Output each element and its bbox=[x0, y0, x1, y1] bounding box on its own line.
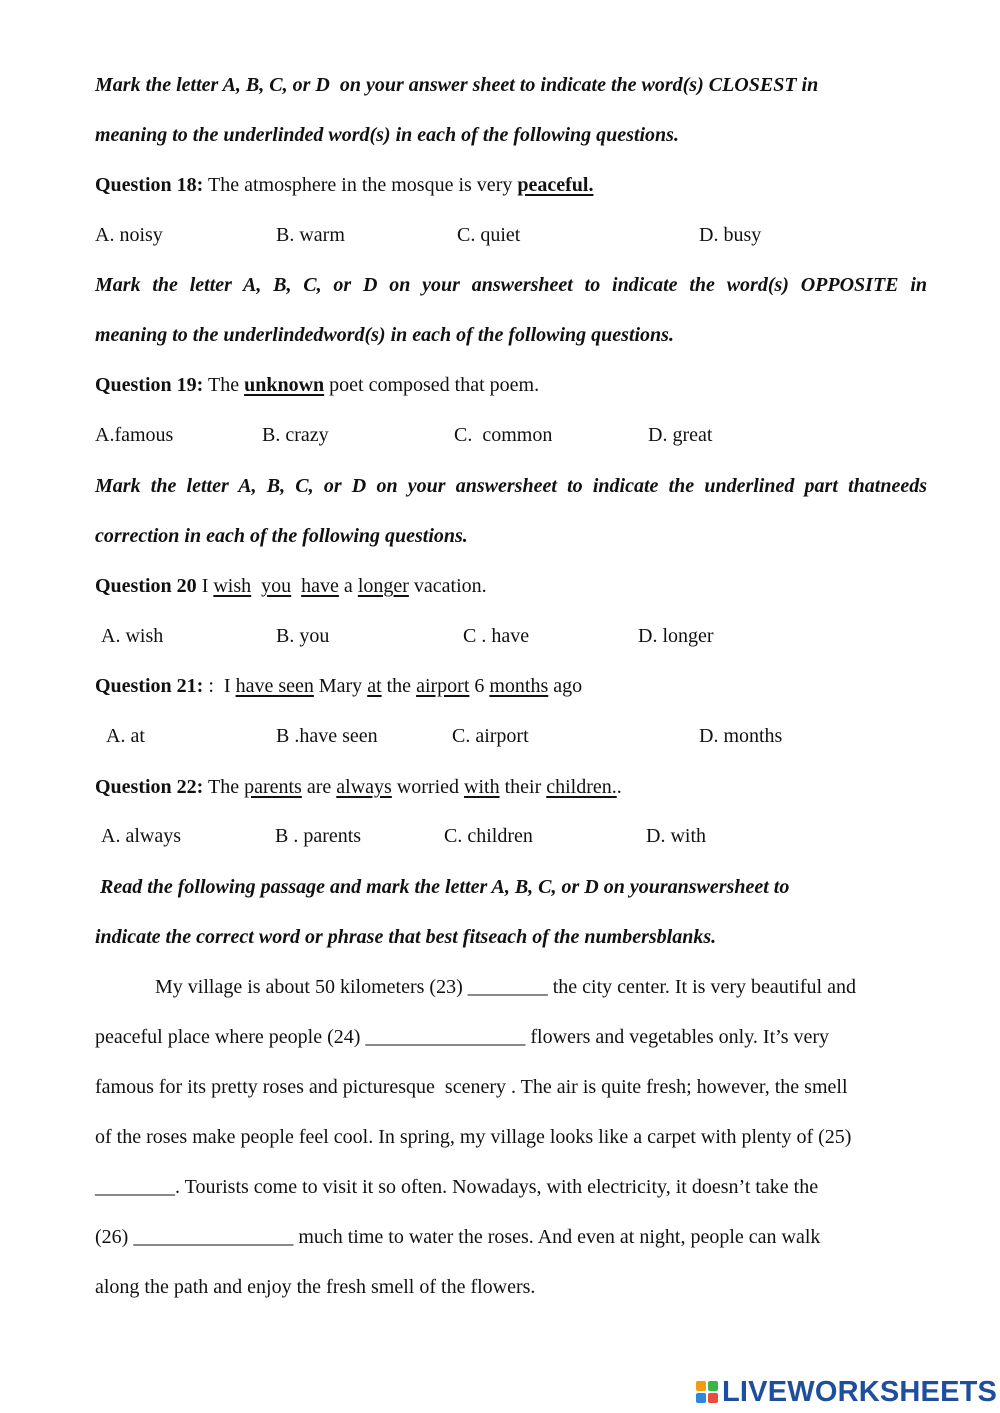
question-18 bbox=[95, 172, 593, 198]
underlined-part: children. bbox=[546, 776, 617, 798]
instruction-error-line1: Mark the letter A, B, C, or D on your answersheet to indicate the underlined part thatneeds bbox=[95, 475, 927, 497]
underlined-part: have seen bbox=[235, 675, 314, 697]
underlined-part: have bbox=[301, 575, 339, 597]
liveworksheets-logo[interactable] bbox=[696, 1378, 997, 1406]
question-label: Question 21: bbox=[95, 675, 204, 697]
question-21 bbox=[95, 673, 582, 699]
question-text: vacation. bbox=[408, 575, 487, 597]
question-text: the bbox=[381, 675, 417, 697]
question-text: The bbox=[203, 374, 245, 396]
underlined-part: wish bbox=[213, 575, 252, 597]
question-text: are bbox=[301, 776, 337, 798]
question-label: Question 20 bbox=[95, 575, 197, 597]
q19-option-d[interactable]: D. great bbox=[648, 424, 713, 446]
underlined-part: months bbox=[489, 675, 549, 697]
question-label: Question 19: bbox=[95, 374, 204, 396]
question-text bbox=[291, 575, 301, 597]
q18-option-b[interactable]: B. warm bbox=[276, 224, 345, 246]
question-label: Question 18: bbox=[95, 174, 204, 196]
instruction-reading-line2: indicate the correct word or phrase that best fitseach of the numbersblanks. bbox=[95, 926, 717, 948]
q21-option-a[interactable]: A. at bbox=[106, 725, 145, 747]
q22-option-b[interactable]: B . parents bbox=[275, 825, 362, 847]
passage-line-7: along the path and enjoy the fresh smell of the flowers. bbox=[95, 1276, 536, 1298]
underlined-part: airport bbox=[416, 675, 470, 697]
question-text bbox=[251, 575, 261, 597]
question-text: their bbox=[499, 776, 547, 798]
q19-option-b[interactable]: B. crazy bbox=[262, 424, 329, 446]
question-text: The atmosphere in the mosque is very bbox=[203, 174, 518, 196]
underlined-part: you bbox=[261, 575, 292, 597]
question-text: ago bbox=[548, 675, 583, 697]
q21-option-c[interactable]: C. airport bbox=[452, 725, 529, 747]
question-text: . bbox=[616, 776, 622, 798]
q20-option-c[interactable]: C . have bbox=[463, 625, 530, 647]
instruction-antonym-line1: Mark the letter A, B, C, or D on your answersheet to indicate the word(s) OPPOSITE in bbox=[95, 274, 927, 296]
question-text: poet composed that poem. bbox=[324, 374, 540, 396]
underlined-part: always bbox=[336, 776, 392, 798]
underlined-part: longer bbox=[357, 575, 409, 597]
instruction-error-line2: correction in each of the following questions. bbox=[95, 525, 468, 547]
logo-text: LIVEWORKSHEETS bbox=[722, 1376, 998, 1408]
q18-option-d[interactable]: D. busy bbox=[699, 224, 762, 246]
underlined-word: unknown bbox=[244, 374, 325, 396]
instruction-synonym-line1: Mark the letter A, B, C, or D on your answer sheet to indicate the word(s) CLOSEST in bbox=[95, 74, 819, 96]
q22-option-a[interactable]: A. always bbox=[101, 825, 181, 847]
q22-option-d[interactable]: D. with bbox=[646, 825, 706, 847]
passage-line-4: of the roses make people feel cool. In spring, my village looks like a carpet with plenty of (25) bbox=[95, 1126, 852, 1148]
passage-line-1: My village is about 50 kilometers (23) ________ the city center. It is very beautiful and bbox=[155, 976, 856, 998]
question-text: Mary bbox=[313, 675, 368, 697]
liveworksheets-logo-icon bbox=[696, 1379, 720, 1405]
q19-option-a[interactable]: A.famous bbox=[95, 424, 174, 446]
instruction-antonym-line2: meaning to the underlindedword(s) in each of the following questions. bbox=[95, 324, 674, 346]
q20-option-d[interactable]: D. longer bbox=[638, 625, 714, 647]
passage-line-5: ________. Tourists come to visit it so often. Nowadays, with electricity, it doesn’t take the bbox=[95, 1176, 819, 1198]
instruction-reading-line1: Read the following passage and mark the letter A, B, C, or D on youranswersheet to bbox=[95, 876, 790, 898]
question-20 bbox=[95, 573, 487, 599]
q18-option-a[interactable]: A. noisy bbox=[95, 224, 163, 246]
question-text: worried bbox=[391, 776, 465, 798]
q18-option-c[interactable]: C. quiet bbox=[457, 224, 521, 246]
question-label: Question 22: bbox=[95, 776, 204, 798]
passage-line-6: (26) ________________ much time to water the roses. And even at night, people can walk bbox=[95, 1226, 821, 1248]
q21-option-d[interactable]: D. months bbox=[699, 725, 783, 747]
q22-option-c[interactable]: C. children bbox=[444, 825, 533, 847]
instruction-synonym-line2: meaning to the underlinded word(s) in each of the following questions. bbox=[95, 124, 679, 146]
q21-option-b[interactable]: B .have seen bbox=[276, 725, 378, 747]
question-19 bbox=[95, 372, 539, 398]
question-text: I bbox=[196, 575, 214, 597]
underlined-part: parents bbox=[244, 776, 302, 798]
question-text: a bbox=[338, 575, 358, 597]
question-text: : I bbox=[203, 675, 236, 697]
q19-option-c[interactable]: C. common bbox=[454, 424, 553, 446]
q20-option-b[interactable]: B. you bbox=[276, 625, 330, 647]
question-text: 6 bbox=[469, 675, 490, 697]
passage-line-2: peaceful place where people (24) ________________ flowers and vegetables only. It’s very bbox=[95, 1026, 830, 1048]
passage-line-3: famous for its pretty roses and picturesque scenery . The air is quite fresh; however, the smell bbox=[95, 1076, 848, 1098]
underlined-part: with bbox=[464, 776, 500, 798]
underlined-word: peaceful. bbox=[517, 174, 594, 196]
question-text: The bbox=[203, 776, 245, 798]
q20-option-a[interactable]: A. wish bbox=[101, 625, 164, 647]
question-22 bbox=[95, 774, 622, 800]
underlined-part: at bbox=[367, 675, 382, 697]
